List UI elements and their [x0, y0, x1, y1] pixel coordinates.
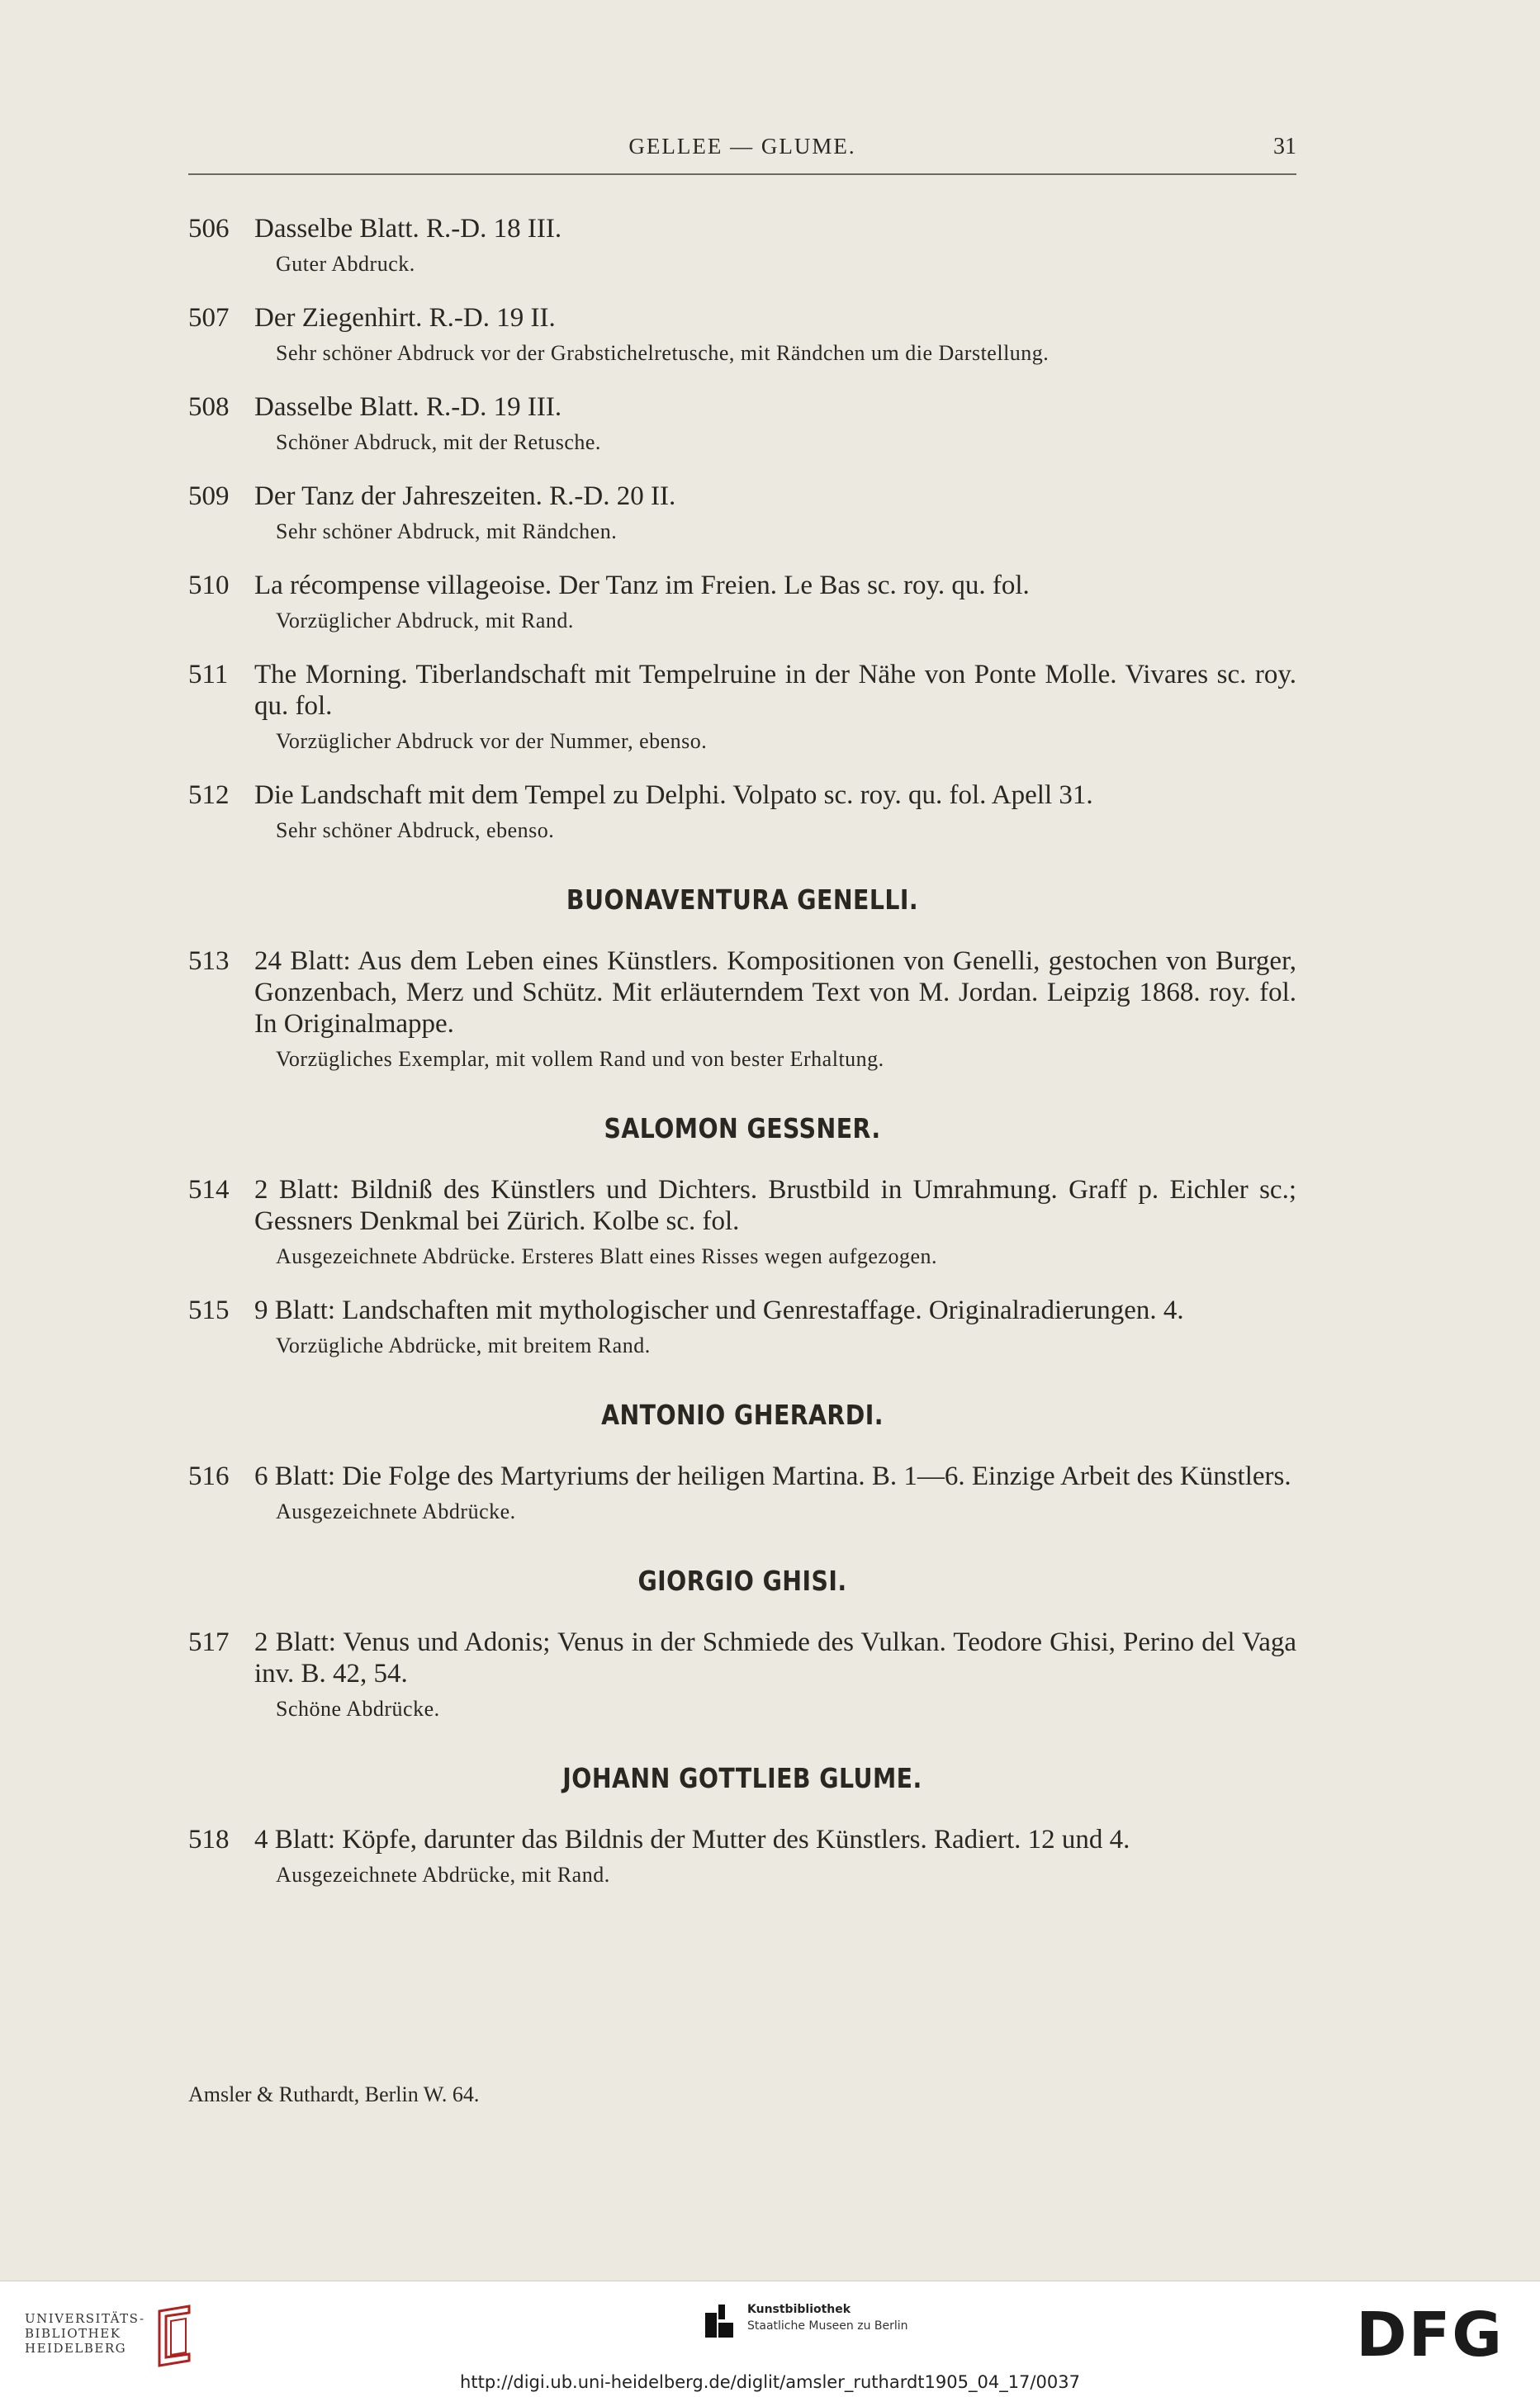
entry-number: 508	[188, 392, 230, 422]
entries-genelli	[188, 945, 1296, 1073]
section-heading-ghisi: GIORGIO GHISI.	[637, 1565, 847, 1597]
entry-description: Die Landschaft mit dem Tempel zu Delphi. Volpato sc. roy. qu. fol. Apell 31.	[254, 780, 1093, 810]
section-heading-glume: JOHANN GOTTLIEB GLUME.	[562, 1762, 922, 1794]
kunstbibliothek-logo[interactable]	[702, 2301, 966, 2367]
entries-gherardi	[188, 1461, 1296, 1525]
entry-condition-note: Vorzüglicher Abdruck, mit Rand.	[276, 609, 574, 632]
catalog-entry-514	[188, 1174, 1296, 1270]
entry-description: 2 Blatt: Bildniß des Künstlers und Dichters. Brustbild in Umrahmung. Graff p. Eichler sc.; Gessners Denkmal bei Zürich. Kolbe sc. fol.	[254, 1175, 1296, 1236]
entry-condition-note: Sehr schöner Abdruck, ebenso.	[276, 818, 555, 842]
entry-description: 4 Blatt: Köpfe, darunter das Bildnis der Mutter des Künstlers. Radiert. 12 und 4.	[254, 1825, 1130, 1855]
catalog-entry-518	[188, 1824, 1296, 1888]
university-line-1: UNIVERSITÄTS-	[25, 2311, 145, 2326]
entry-number: 516	[188, 1461, 230, 1491]
entry-number: 515	[188, 1296, 230, 1325]
entry-condition-note: Vorzüglicher Abdruck vor der Nummer, ebenso.	[276, 729, 708, 753]
university-line-2: BIBLIOTHEK	[25, 2326, 121, 2341]
kunstbibliothek-icon	[702, 2301, 738, 2341]
catalog-entry-508	[188, 391, 1296, 456]
entries-glume	[188, 1824, 1296, 1888]
entry-description: Dasselbe Blatt. R.-D. 18 III.	[254, 214, 562, 244]
entries-ghisi	[188, 1627, 1296, 1722]
entry-number: 513	[188, 946, 230, 976]
entry-condition-note: Schöne Abdrücke.	[276, 1697, 440, 1721]
entry-number: 507	[188, 303, 230, 333]
entry-condition-note: Ausgezeichnete Abdrücke.	[276, 1499, 516, 1523]
entry-description: 6 Blatt: Die Folge des Martyriums der heiligen Martina. B. 1—6. Einzige Arbeit des Künstlers.	[254, 1461, 1291, 1491]
catalog-entry-517	[188, 1627, 1296, 1722]
catalog-entry-516	[188, 1461, 1296, 1525]
catalog-entry-507	[188, 302, 1296, 367]
catalog-entry-512	[188, 779, 1296, 844]
entry-number: 518	[188, 1825, 230, 1855]
entry-description: La récompense villageoise. Der Tanz im Freien. Le Bas sc. roy. qu. fol.	[254, 571, 1030, 600]
entry-number: 509	[188, 481, 230, 511]
kunstbibliothek-subtitle: Staatliche Museen zu Berlin	[747, 2319, 908, 2333]
entry-number: 514	[188, 1175, 230, 1205]
entries-group	[188, 213, 1296, 844]
catalog-entry-511	[188, 659, 1296, 755]
entry-condition-note: Ausgezeichnete Abdrücke. Ersteres Blatt eines Risses wegen aufgezogen.	[276, 1244, 938, 1268]
catalog-entry-513	[188, 945, 1296, 1073]
university-library-logo[interactable]	[25, 2305, 198, 2371]
entry-condition-note: Sehr schöner Abdruck, mit Rändchen.	[276, 519, 618, 543]
section-heading-gherardi: ANTONIO GHERARDI.	[601, 1399, 884, 1431]
entry-number: 506	[188, 214, 230, 244]
entry-condition-note: Schöner Abdruck, mit der Retusche.	[276, 430, 601, 454]
dfg-logo[interactable]: DFG	[1356, 2300, 1504, 2371]
kunstbibliothek-name: Kunstbibliothek	[747, 2303, 851, 2316]
catalog-entry-515	[188, 1295, 1296, 1359]
entry-condition-note: Sehr schöner Abdruck vor der Grabstichelretusche, mit Rändchen um die Darstellung.	[276, 341, 1050, 365]
entry-number: 510	[188, 571, 230, 600]
entry-description: Dasselbe Blatt. R.-D. 19 III.	[254, 392, 562, 422]
entry-condition-note: Ausgezeichnete Abdrücke, mit Rand.	[276, 1863, 610, 1887]
entry-description: Der Tanz der Jahreszeiten. R.-D. 20 II.	[254, 481, 676, 511]
catalog-entry-510	[188, 570, 1296, 634]
entries-gessner	[188, 1174, 1296, 1359]
entry-condition-note: Vorzügliche Abdrücke, mit breitem Rand.	[276, 1334, 651, 1357]
entry-description: The Morning. Tiberlandschaft mit Tempelruine in der Nähe von Ponte Molle. Vivares sc. roy. qu. fol.	[254, 660, 1296, 721]
entry-condition-note: Guter Abdruck.	[276, 252, 415, 276]
university-name	[25, 2311, 145, 2356]
viewer-footer	[0, 2281, 1540, 2397]
catalog-content	[188, 213, 1296, 1913]
entry-condition-note: Vorzügliches Exemplar, mit vollem Rand und von bester Erhaltung.	[276, 1047, 884, 1071]
page-number: 31	[1273, 134, 1296, 159]
entry-number: 511	[188, 660, 229, 689]
entry-number: 512	[188, 780, 230, 810]
entry-description: 2 Blatt: Venus und Adonis; Venus in der Schmiede des Vulkan. Teodore Ghisi, Perino del Vaga inv. B. 42, 54.	[254, 1627, 1296, 1689]
section-heading-genelli: BUONAVENTURA GENELLI.	[566, 883, 919, 916]
entry-description: 24 Blatt: Aus dem Leben eines Künstlers. Kompositionen von Genelli, gestochen von Burger, Gonzenbach, Merz und Schütz. Mit erläuterndem Text von M. Jordan. Leipzig 1868. roy. fol. In Originalmappe.	[254, 946, 1296, 1039]
university-mark-icon	[153, 2305, 196, 2367]
catalog-entry-506	[188, 213, 1296, 277]
entry-description: 9 Blatt: Landschaften mit mythologischer und Genrestaffage. Originalradierungen. 4.	[254, 1296, 1184, 1325]
catalog-entry-509	[188, 481, 1296, 545]
header-title: GELLEE — GLUME.	[628, 134, 856, 159]
entry-description: Der Ziegenhirt. R.-D. 19 II.	[254, 303, 556, 333]
running-header	[188, 130, 1296, 175]
entry-number: 517	[188, 1627, 230, 1657]
printer-imprint: Amsler & Ruthardt, Berlin W. 64.	[188, 2082, 480, 2106]
university-line-3: HEIDELBERG	[25, 2341, 127, 2356]
section-heading-gessner: SALOMON GESSNER.	[604, 1112, 881, 1144]
source-url-link[interactable]: http://digi.ub.uni-heidelberg.de/diglit/amsler_ruthardt1905_04_17/0037	[460, 2372, 1080, 2392]
